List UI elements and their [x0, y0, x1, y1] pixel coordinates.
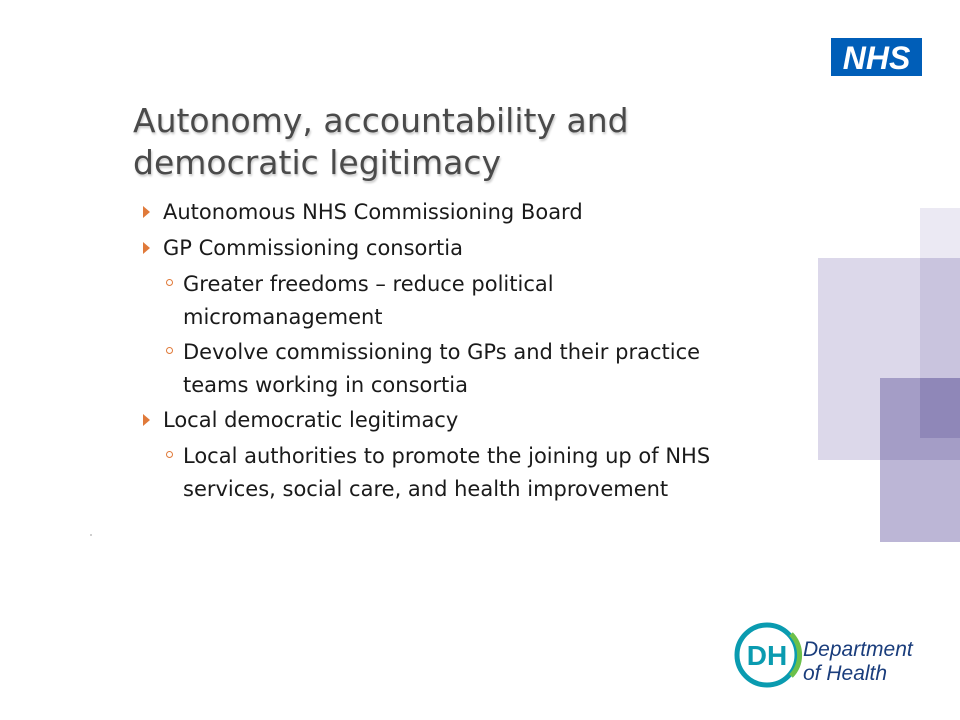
- dh-name-line2: of Health: [803, 662, 888, 685]
- sub-bullet-line2: services, social care, and health improvement: [183, 477, 669, 501]
- bullet-item: [143, 196, 803, 232]
- sub-bullet-line2: micromanagement: [183, 305, 383, 329]
- bullet-item: [143, 404, 803, 440]
- triangle-bullet-icon: [143, 242, 150, 254]
- circle-bullet-icon: [166, 451, 173, 458]
- sub-bullet-line2: teams working in consortia: [183, 373, 468, 397]
- sub-bullet-item: [143, 336, 803, 402]
- sub-bullet-line1: Local authorities to promote the joining up of NHS: [183, 444, 711, 468]
- deco-square-overlap-c: [920, 378, 960, 438]
- slide-title: [133, 100, 773, 184]
- stray-dot: [90, 534, 92, 536]
- nhs-logo-text: NHS: [842, 40, 911, 76]
- triangle-bullet-icon: [143, 206, 150, 218]
- dh-logo: [733, 620, 933, 690]
- sub-bullet-line1: Devolve commissioning to GPs and their practice: [183, 340, 701, 364]
- sub-bullet-line1: Greater freedoms – reduce political: [183, 272, 554, 296]
- slide-title-line1: Autonomy, accountability and: [133, 101, 629, 140]
- bullet-item: [143, 232, 803, 268]
- bullet-text: Autonomous NHS Commissioning Board: [163, 200, 583, 224]
- bullet-list: [143, 196, 803, 508]
- dh-name-line1: Department: [803, 638, 913, 661]
- bullet-text: Local democratic legitimacy: [163, 408, 459, 432]
- bullet-text: GP Commissioning consortia: [163, 236, 463, 260]
- slide-title-line2: democratic legitimacy: [133, 143, 501, 182]
- nhs-logo: [831, 38, 922, 76]
- sub-bullet-item: [143, 440, 803, 506]
- sub-bullet-item: [143, 268, 803, 334]
- circle-bullet-icon: [166, 279, 173, 286]
- triangle-bullet-icon: [143, 414, 150, 426]
- circle-bullet-icon: [166, 347, 173, 354]
- dh-mark: DH: [746, 640, 788, 671]
- decorative-squares: [818, 208, 960, 542]
